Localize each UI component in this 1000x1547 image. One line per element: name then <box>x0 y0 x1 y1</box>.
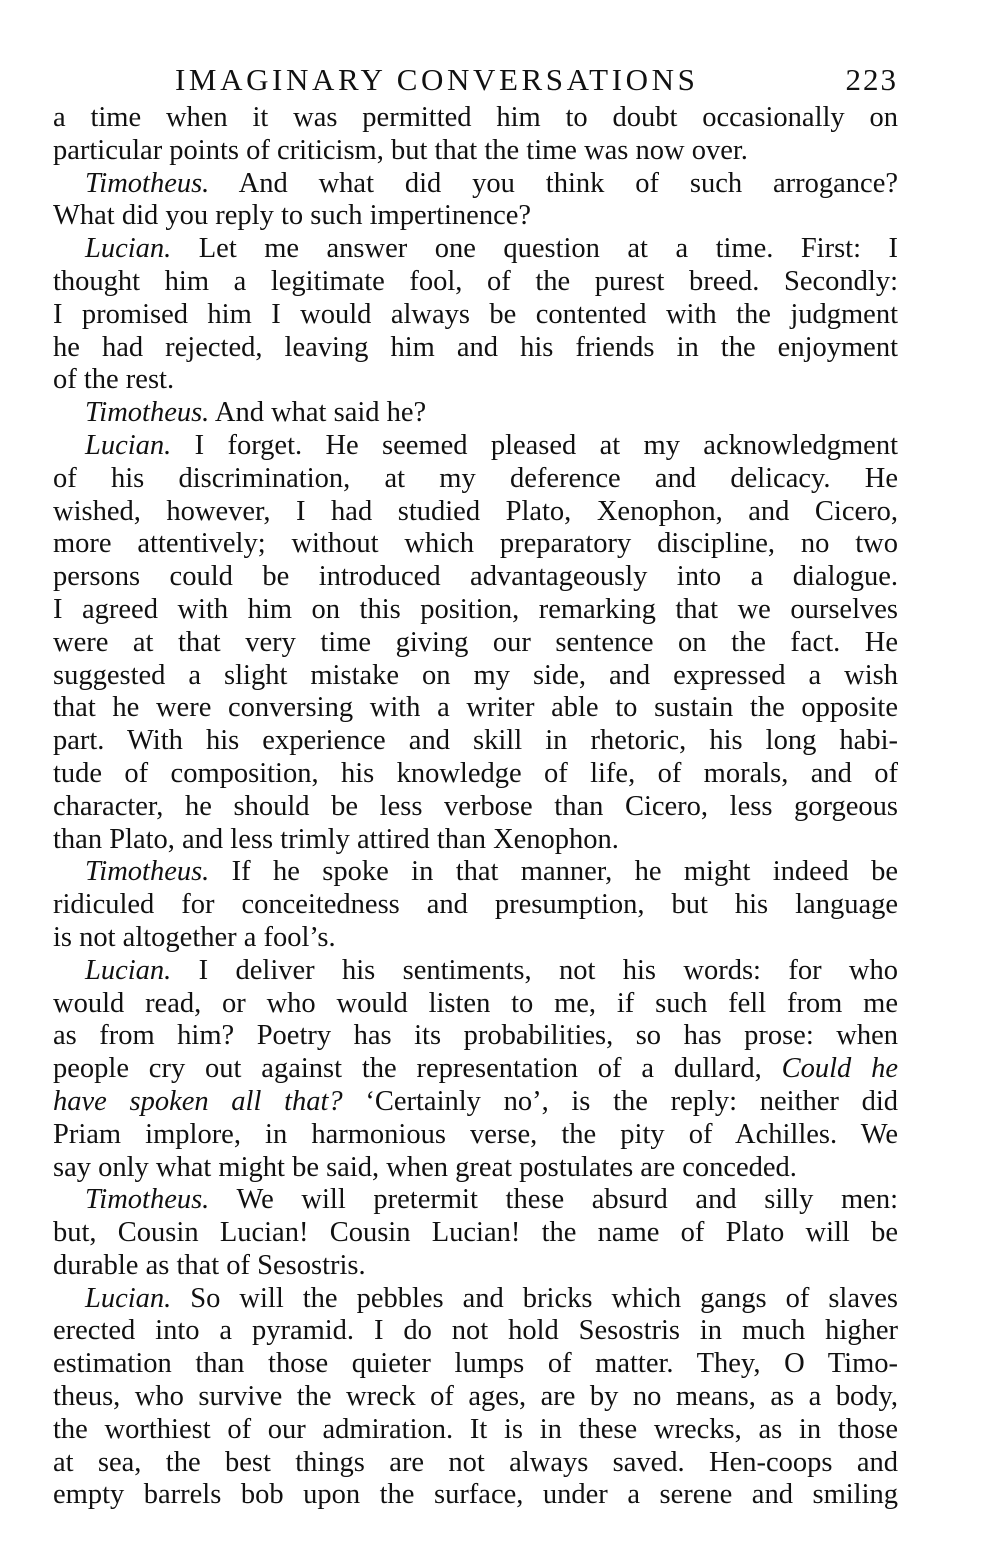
line-text: particular points of criticism, but that the time was now over. <box>53 134 748 166</box>
text-line <box>53 266 898 299</box>
line-text: wished, however, I had studied Plato, Xenophon, and Cicero, <box>53 495 898 527</box>
line-text: Let me answer one question at a time. First: I <box>171 233 898 265</box>
text-line <box>53 561 898 594</box>
text-line <box>53 1479 898 1512</box>
page-number: 223 <box>845 62 898 97</box>
text-line <box>53 1119 898 1152</box>
text-line <box>53 988 898 1021</box>
text-line <box>53 660 898 693</box>
line-text: persons could be introduced advantageously into a dialogue. <box>53 561 898 593</box>
text-line <box>53 922 898 955</box>
text-line <box>53 692 898 725</box>
line-text: but, Cousin Lucian! Cousin Lucian! the name of Plato will be <box>53 1217 898 1249</box>
line-text: ridiculed for conceitedness and presumption, but his language <box>53 889 898 921</box>
line-text: of the rest. <box>53 364 175 396</box>
line-text: durable as that of Sesostris. <box>53 1249 366 1281</box>
text-line <box>53 1086 898 1119</box>
text-line <box>53 1020 898 1053</box>
text-line <box>53 397 898 430</box>
text-line <box>53 364 898 397</box>
line-text: at sea, the best things are not always saved. Hen-coops and <box>53 1446 898 1478</box>
line-text: a time when it was permitted him to doubt occasionally on <box>53 102 898 133</box>
text-line <box>53 1283 898 1316</box>
line-text: character, he should be less verbose than Cicero, less gorgeous <box>53 790 898 822</box>
text-line <box>53 135 898 168</box>
text-line <box>53 824 898 857</box>
line-text: would read, or who would listen to me, if such fell from me <box>53 987 898 1019</box>
line-text: is not altogether a fool’s. <box>53 921 336 953</box>
text-line <box>53 332 898 365</box>
line-text: So will the pebbles and bricks which gangs of slaves <box>171 1282 898 1314</box>
line-text: empty barrels bob upon the surface, under a serene and smiling <box>53 1479 898 1511</box>
line-text: And what did you think of such arrogance? <box>209 167 898 199</box>
text-line <box>53 496 898 529</box>
text-line <box>53 200 898 233</box>
italic-quote: Could he <box>781 1053 898 1085</box>
text-line <box>53 1184 898 1217</box>
line-text: as from him? Poetry has its probabilities, so has prose: when <box>53 1020 898 1052</box>
text-line <box>53 594 898 627</box>
text-line <box>53 955 898 988</box>
speaker-name: Lucian. <box>85 233 172 265</box>
line-text: I agreed with him on this position, remarking that we ourselves <box>53 593 898 625</box>
text-line <box>53 758 898 791</box>
speaker-name: Timotheus. <box>85 856 210 888</box>
line-text: say only what might be said, when great postulates are conceded. <box>53 1151 797 1183</box>
line-text: were at that very time giving our sentence on the fact. He <box>53 626 898 658</box>
line-text: What did you reply to such impertinence? <box>53 200 532 232</box>
line-text: ‘Certainly no’, is the reply: neither did <box>342 1085 898 1117</box>
text-line <box>53 528 898 561</box>
line-text: And what said he? <box>209 397 427 429</box>
line-text: tude of composition, his knowledge of life, of morals, and of <box>53 757 898 789</box>
text-line <box>53 1414 898 1447</box>
speaker-name: Lucian. <box>85 1282 172 1314</box>
book-page <box>53 58 898 1512</box>
text-line <box>53 627 898 660</box>
line-text: We will pretermit these absurd and silly men: <box>209 1184 898 1216</box>
text-line <box>53 463 898 496</box>
text-line <box>53 430 898 463</box>
line-text: Priam implore, in harmonious verse, the pity of Achilles. We <box>53 1118 898 1150</box>
text-line <box>53 1053 898 1086</box>
text-line <box>53 725 898 758</box>
line-text: erected into a pyramid. I do not hold Sesostris in much higher <box>53 1315 898 1347</box>
line-text: that he were conversing with a writer able to sustain the opposite <box>53 692 898 724</box>
text-line <box>53 889 898 922</box>
speaker-name: Timotheus. <box>85 1184 210 1216</box>
running-title: IMAGINARY CONVERSATIONS <box>175 62 699 97</box>
line-text: suggested a slight mistake on my side, and expressed a wish <box>53 659 898 691</box>
text-line <box>53 791 898 824</box>
line-text: part. With his experience and skill in rhetoric, his long habi- <box>53 725 898 757</box>
line-text: If he spoke in that manner, he might indeed be <box>209 856 898 888</box>
line-text: of his discrimination, at my deference and delicacy. He <box>53 462 898 494</box>
italic-quote: have spoken all that? <box>53 1085 343 1117</box>
text-line <box>53 233 898 266</box>
line-text: I forget. He seemed pleased at my acknowledgment <box>171 429 898 461</box>
running-head <box>53 58 898 102</box>
text-line <box>53 1250 898 1283</box>
line-text: more attentively; without which preparatory discipline, no two <box>53 528 898 560</box>
text-line <box>53 1217 898 1250</box>
line-text: people cry out against the representation of a dullard, <box>53 1053 782 1085</box>
speaker-name: Timotheus. <box>85 397 210 429</box>
text-line <box>53 1348 898 1381</box>
text-line <box>53 102 898 135</box>
text-line <box>53 299 898 332</box>
line-text: than Plato, and less trimly attired than Xenophon. <box>53 823 619 855</box>
speaker-name: Timotheus. <box>85 167 210 199</box>
line-text: he had rejected, leaving him and his friends in the enjoyment <box>53 331 898 363</box>
line-text: I deliver his sentiments, not his words: for who <box>171 954 898 986</box>
text-line <box>53 168 898 201</box>
text-line <box>53 1315 898 1348</box>
text-line <box>53 1152 898 1185</box>
text-line <box>53 856 898 889</box>
body-text <box>53 102 898 1512</box>
line-text: estimation than those quieter lumps of matter. They, O Timo- <box>53 1348 898 1380</box>
speaker-name: Lucian. <box>85 954 172 986</box>
line-text: I promised him I would always be contented with the judgment <box>53 298 898 330</box>
speaker-name: Lucian. <box>85 429 172 461</box>
line-text: thought him a legitimate fool, of the purest breed. Secondly: <box>53 265 898 297</box>
text-line <box>53 1381 898 1414</box>
line-text: the worthiest of our admiration. It is in these wrecks, as in those <box>53 1413 898 1445</box>
text-line <box>53 1447 898 1480</box>
line-text: theus, who survive the wreck of ages, are by no means, as a body, <box>53 1381 898 1413</box>
